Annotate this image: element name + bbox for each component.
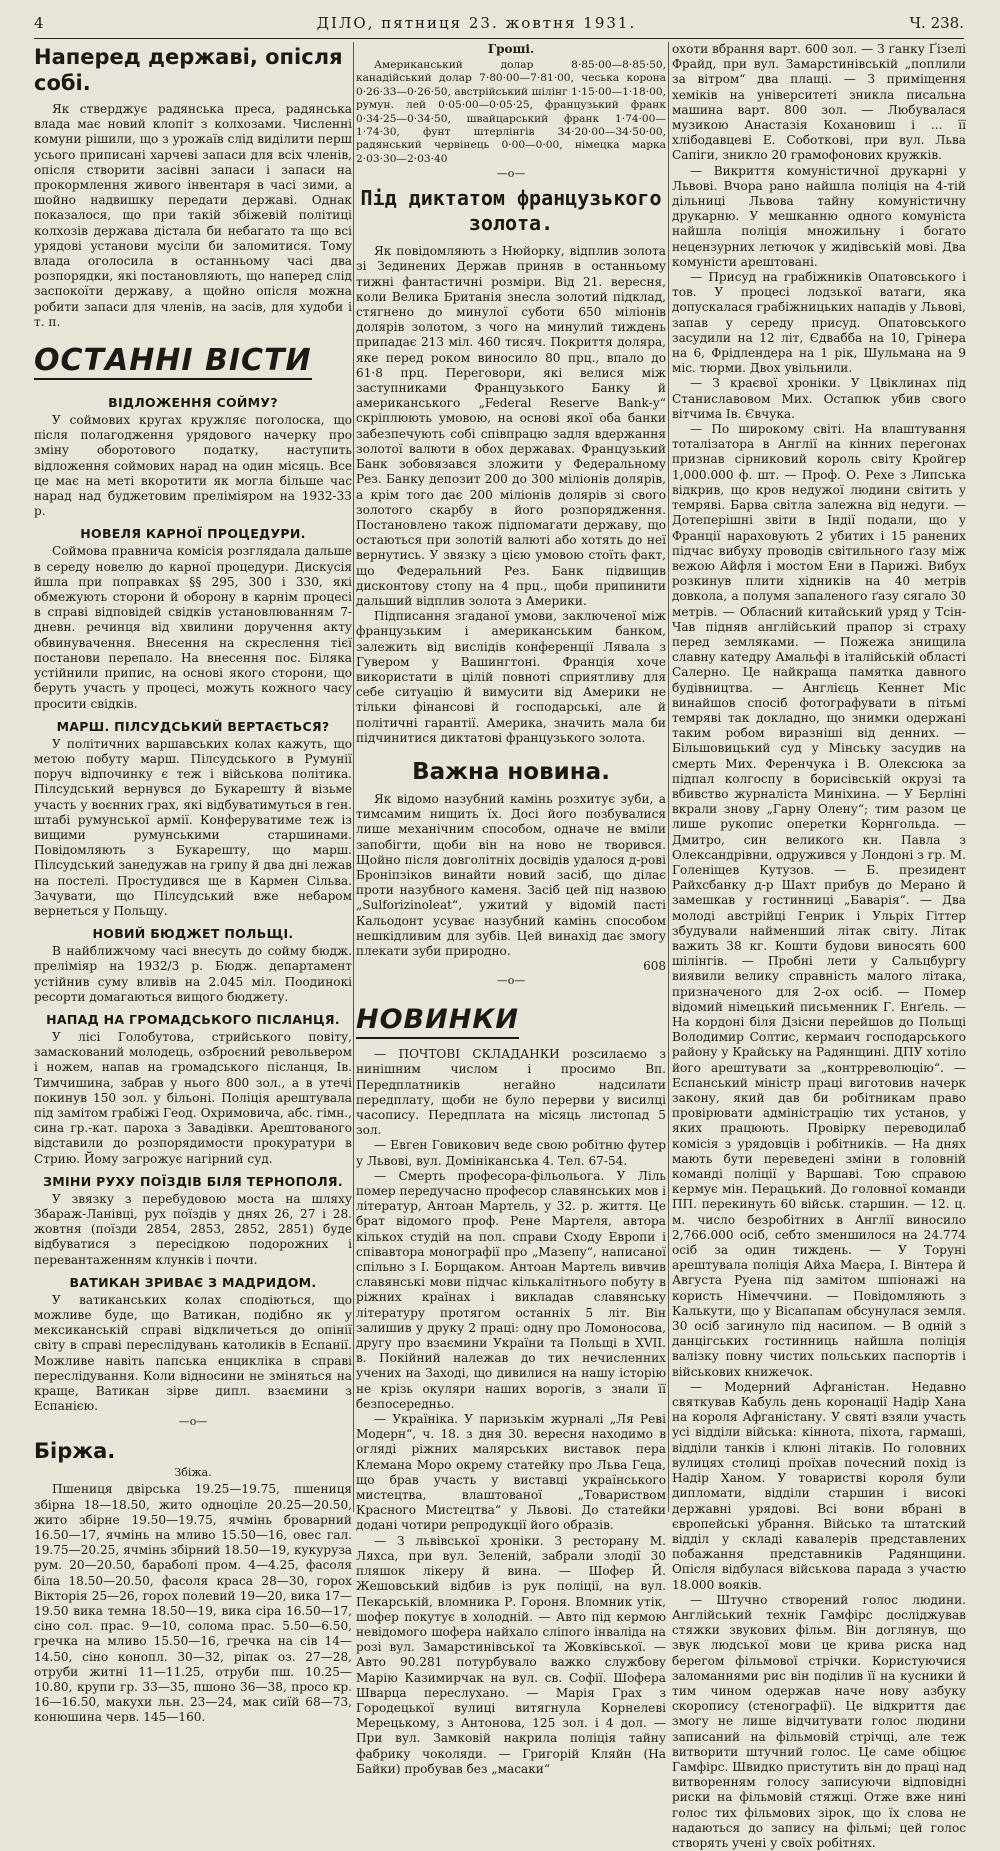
page-header xyxy=(34,14,964,39)
news-banner: НОВИНКИ xyxy=(356,1003,519,1039)
news-paragraph: У лісі Голобутова, стрийського повіту, замаскований молодець, озброєний револьвером і ножем, напав на громадського післанця, Ів. Тимчишина, забрав у нього 800 зол., а в утечі покинув 150 зол. у більоні. Поліція арештувала під замітом грабіжі Геод. Охримовича, абс. гімн., сина гр.-кат. пароха з Завадівки. Арештованого відставили до розпорядимости прокуратури в Стрию. Йому загрожує нагірний суд. xyxy=(34,1029,352,1166)
news-paragraph: Соймова правнича комісія розглядала дальше в середу новелю до карної процедури. Дискусія йшла при поправках §§ 295, 300 і 330, які обмежують сторони й оборону в карнім процесі в справі відповідей свідків установлюванням 7-дневн. речинця від хвилини доручення акту обвинувачення. Внесення на скреслення тієї постанови перепало. На внесення пос. Біляка устійнили припис, на основі якого сторони, що беруть участь у процесі, можуть кожного часу просити свідків. xyxy=(34,544,352,711)
news-paragraph: У звязку з перебудовою моста на шляху Збараж-Ланівці, рух поїздів у днях 26, 27 і 28. жовтня (поїзди 2854, 2853, 2852, 2851) буде відбуватися з пересідкою подорожних і перевантаженням клунків і почти. xyxy=(34,1191,352,1267)
exchange-subheading: Збіжа. xyxy=(174,1466,212,1480)
column-left xyxy=(34,42,352,1725)
news-paragraph: — Присуд на грабіжників Опатовського і тов. У процесі лодзької ватаги, яка допускалася грабіжницьких нападів у Львові, запав у середу присуд. Опатовського засудили на 12 літ, Єдвабба на 10, Грінера на 6, Фрідлендера на 1 рік, Шульмана на 9 міс. тюрми. Двох увільнили. xyxy=(672,270,966,376)
news-paragraph: В найближчому часі внесуть до сойму бюдж. преліміяр на 1932/3 р. Бюдж. департамент устійнив суму вливів на 2.045 міл. Поодинокі ресорти домагаються вищого бюджету. xyxy=(34,944,352,1004)
ad-headline: Важна новина. xyxy=(412,758,610,785)
news-paragraph: У політичних варшавських колах кажуть, що метою побуту марш. Пілсудського в Румунії поруч відпочинку є теж і військова політика. Пілсудський вернувся до Букарешту й візьме участь у воєнних грах, які відбуватимуться в ген. штабі румунської армії. Конферуватиме теж із вищими румунськими старшинами. Повідомляють з Букарешту, що марш. Пілсудський занедужав на грипу й два дні лежав на постелі. Простудився ще в Кармен Сільва. Зачувати, що Пілсудський вже небаром вернеться у Польщу. xyxy=(34,736,352,918)
issue-number: Ч. 238. xyxy=(909,14,964,32)
separator: —o— xyxy=(496,167,526,181)
section-banner: ОСТАННІ ВІСТИ xyxy=(34,343,312,379)
news-paragraph: охоти вбрання варт. 600 зол. — З ґанку Ґізелі Фрайд, при вул. Замарстинівській „поплили за вітром“ два плащі. — З приміщення хеміків на університеті зникла писальна машина варт. 800 зол. — Любувалася музикою Анастазія Кохановиш і ... її хлібодавцеві Е. Соботкові, при вул. Льва Сапіги, зникло 20 грамофонових кружків. xyxy=(672,42,966,163)
news-paragraph: — Викриття комуністичної друкарні у Львові. Вчора рано найшла поліція на 4-тій дільниці Львова тайну комуністичну друкарню. У мешканню одного комуніста найшла поліція множильну і богато нецензурних летючок у жидівській мові. Два комуністи арештовані. xyxy=(672,163,966,269)
separator: —o— xyxy=(496,974,526,988)
masthead-line: ДІЛО, пятниця 23. жовтня 1931. xyxy=(316,14,637,32)
news-heading: НОВЕЛЯ КАРНОЇ ПРОЦЕДУРИ. xyxy=(80,526,306,542)
money-heading: Гроші. xyxy=(487,42,535,56)
column-rule xyxy=(668,42,669,1512)
news-paragraph: У ватиканських колах сподіються, що можливе буде, що Ватикан, подібно як у мексиканській справі відкличеться до опінії світу в справі переслідувань католиків в Еспанії. Можливе навіть папська енцикліка в справі переслідування. Коли відносини не зміняться на краще, Ватикан зірве дипл. взаємини з Еспанією. xyxy=(34,1292,352,1414)
news-heading: ЗМІНИ РУХУ ПОЇЗДІВ БІЛЯ ТЕРНОПОЛЯ. xyxy=(43,1173,343,1189)
separator: —o— xyxy=(178,1415,208,1429)
ad-paragraph: Як відомо назубний камінь розхитує зуби, а тимсамим нищить їх. Досі його позбувалися лише механічним способом, одначе не вміли запобігти, щоби він на ново не творився. Щойно після довголітніх досвідів удалося д-рові Броніпзіков винайти новий засіб, що ділає проти назубного каменя. Засіб цей під назвою „Sulforizinoleat“, ужитий у відомій пасті Кальодонт усуває назубний камінь способом нешкідливим для зубів. Цей винахід дає змогу плекати зуби природно. xyxy=(356,791,666,958)
article-paragraph: Як стверджує радянська преса, радянська влада має новий клопіт з колхозами. Численні комуни рішили, що з урожаїв слід виділити перш усього приписані харчеві запаси для всіх членів, опісля створити засівні запаси і запаси на прокормлення живого інвентаря в часі зими, а шойно надвишку передати державі. Однак показалося, що при такій збіжевій політиці колхозів держава дістала би небагато та що всі урядові установи мусіли би заломитися. Тому влада оголосила в останньому часі два розпорядки, які постановляють, що наперед слід заспокоїти державу, а щойно опісля можна робити запаси для членів, на засів, для худоби і т. п. xyxy=(34,102,352,329)
money-paragraph: Американський долар 8·85·00—8·85·50, канадійський долар 7·80·00—7·81·00, чеська корона 0·26·33—0·26·50, австрійський шілінг 1·15·00—1·18·00, румун. лей 0·05·00—0·05·25, французький франк 0·34·25—0·34·50, швайцарський франк 1·74·00—1·74·30, фунт штерлінгів 34·20·00—34·50·00, радянський червінець 0·00—0·00, німецка марка 2·03·30—2·03·40 xyxy=(356,59,666,165)
news-heading: ВІДЛОЖЕННЯ СОЙМУ? xyxy=(108,395,278,411)
news-paragraph: — Українікa. У паризькім журналі „Ля Реві Модерн“, ч. 18. з дня 30. вересня находимо в огляді ріжних малярських виставок пера Клемана Моро окрему статейку про Льва Геца, що брав участь у виставці українського мистецтва, влаштованої „Товариством Красного Мистецтва“ у Львові. До статейки додані чотири репродукції його образів. xyxy=(356,1412,666,1533)
news-paragraph: — Евген Говикович веде свою робітню футер у Львові, вул. Домініканська 4. Тел. 67-54. xyxy=(356,1138,666,1168)
page-number: 4 xyxy=(34,14,44,32)
news-heading: НАПАД НА ГРОМАДСЬКОГО ПІСЛАНЦЯ. xyxy=(46,1011,340,1027)
exchange-heading: Біржа. xyxy=(34,1439,116,1464)
news-paragraph: — ПОЧТОВІ СКЛАДАНКИ розсилаємо з нинішним числом і просимо Вп. Передплатників негайно надсилати передплату, щоби не було перерви у висилці часопису. Передплата на місяць листопад 5 зол. xyxy=(356,1047,666,1138)
news-paragraph: — Смерть професора-фільольога. У Ліль помер передучасно професор славянських мов і літератур, Антоан Мартель, у 32. р. життя. Це брат відомого проф. Рене Мартеля, автора кількох студій на пол. справи Сходу Европи і співавтора монографії про „Мазепу“, написаної спільно з І. Борщаком. Антоан Мартель вивчив славянські мови підчас кількалітнього побуту в ріжних країнах і викладав славянську літературу протягом останніх 5 літ. Він залишив у друку 2 праці: одну про Ломоносова, другу про взаємини України та Польщі в XVII. в. Покійний належав до тих нечисленних учених на Заході, що дивилися на нашу історію не крізь окуляри наших ворогів, з знали її безпосередньо. xyxy=(356,1168,666,1411)
news-paragraph: — По широкому світі. На влаштування тоталізатора в Англії на кінних перегонах признав сірниковий король світу Кройгер 1,000.000 ф. шт. — Проф. О. Рехе з Липська відкрив, що кров недужої людини світить у темряві. Барва світла залежна від недуги. — Дотеперішні звіти в Індії подали, що у Франції нараховують 2 убитих і 15 ранених підчас вибуху проводів світильного ґазу між вежою Айфля і мостом Ени в Парижі. Вибух розкинув плити хідників на 40 метрів довкола, а полумя запаленого ґазу сягало 30 метрів. — Обласний китайський уряд у Тсін-Чав підняв англійський прапор зі страху перед земляками. — Пожежа знищила славну катедру Амальфі в італійській області Салерно. Це найкраща памятка давного будівництва. — Англієць Кеннет Міс винайшов спосіб фотографувати в пітьмі темряві так докладно, що знимки одержані таким робом виразніші від денних. — Більшовицький суд у Мінську засудив на смерть Мих. Ференчука і В. Олексюка за підпал колгоспу в борисівській окрузі та вбивство журналіста Миніхина. — У Берліні вкрали знову „Гарну Олену“; тим разом це лише рукопис оперетки Корнгольда. — Дмитро, син великого кн. Павла з Олександрівни, одружився у Лондоні з гр. М. Голеніщев Кутузов. — Б. президент Райхсбанку д-р Шахт прибув до Мерано й замешкав у гостинниці „Баварія“. — Два молоді австрійці Генрик і Ульріх Гіттер збудували найменший літак світу. Літак важить 38 кг. Кошти будови виносять 600 шілінгів. — Пробні лети у Сальцбургу виявили велику справність малого літака, призначеного для 2-ох осіб. — Помер відомий німецький письменник Г. Енґель. — На кордоні біля Дзісни перейшов до Польщі Володимир Солтис, кермаич господарського району у Крайську на Радянщині. ДПУ хотіло його арештувати за „контрреволюцію“. — Еспанський міністр праці виготовив начерк закону, який дав би робітникам право провірювати адміністрацію тих установ, у яких працюють. Провірку переводилаб комісія з урядовців і робітників. — На днях мають бути переведені зміни в головній команді поліції у Варшаві. Тою справою кермує мін. Перацький. До головної команди ПП. перекинуть 60 військ. старшин. — 12. ц. м. число безробітних в Англії виносило 2,766.000 осіб, себто зменшилося на 24.774 осіб за один тиждень. — У Торуні арештувала поліція Айха Маєра, І. Вінтера й Августа Руена під замітом шпіонажі на користь Німеччини. — Повідомляють з Калькути, що у Вісапапам обсунулася земля. 30 осіб загинуло під насипом. — В одній з данцігських гостинниць найшла поліція валізку повну чистих польських паспортів і військових книжечок. xyxy=(672,422,966,1379)
ad-number: 608 xyxy=(643,959,666,974)
news-paragraph: У соймових кругах кружляє поголоска, що після полагодження урядового начерку про зміну оборотового податку, наступить відложення соймових нарад на один місяць. Все це має на меті вкоротити як могла більше час нарад над буджетовим преліміяром на 1932-33 р. xyxy=(34,413,352,519)
column-middle xyxy=(356,42,666,1776)
news-paragraph: — З львівської хроніки. З ресторану М. Ляхса, при вул. Зеленій, забрали злодії 30 пляшок лікеру й вина. — Шофер Й. Жешовський відбив із рук поліції, на вул. Пекарській, вломника Р. Гороня. Вломник утік, шофер покутує в холодній. — Авто під кермою невідомого шофера найхало сліпого інваліда на розі вул. Замарстинівської та Жовківської. — Авто 90.281 потурбувало важко службову Марію Казимирчак на вул. св. Софії. Шофера Шварца переслухано. — Марія Грах з Городецької вулиці витягнула Корнелеві Мерецькому, з Антонова, 125 зол. і 4 дол. — При вул. Замковій накрила поліція тайну фабрику чоколяди. — Григорій Кляйн (На Байки) пробував без „масаки“ xyxy=(356,1533,666,1776)
news-heading: ВАТИКАН ЗРИВАЄ З МАДРИДОМ. xyxy=(69,1274,317,1290)
news-paragraph: — З краєвої хроніки. У Цвіклинах під Станиславовом Мих. Остапюк убив свого вітчима Ів. Євчука. xyxy=(672,376,966,421)
news-paragraph: — Штучно створений голос людини. Англійський технік Гамфірс досліджував стяжки звукових фільм. Він доглянув, що звук людської мови це крива риска над берегом фільмової стрічки. Користуючися заломаннями рис він поділив її на кусники й тим чином одержав наче нову азбуку скоропису (стенографії). Це відкриття дає змогу не лише відчитувати голос людини записаний на фільмовій стрічці, але теж витворити штучний голос. Це саме обіцює Гамфірс. Швидко пристутить він до праці над витворенням голосу записуючи відповідні риски на фільмовій стяжці. Отже вже нині голос тих фільмових зірок, що їх слова не надаються до запису на фільмі; цей голос створять учені у своїх робітнях. xyxy=(672,1592,966,1850)
article-paragraph: Як повідомляють з Нюйорку, відплив золота зі Зединених Держав приняв в останньому тижні фантастичні розміри. Від 21. вересня, коли Велика Британія знесла золотий підклад, стягнено до минулої суботи 650 міліонів долярів золотом, з чого на минулий тиждень припадає 213 міл. 460 тисяч. Покриття доляра, яке перед роком виносило 80 прц., впало до 61·8 прц. Переговори, які велися між заступниками Французького Банку й американського „Federal Reserve Bank-у“ скріплюють умовою, на основі якої оба банки забезпечують собі співпрацю задля вдержання золотої валюти в обох державах. Французький Банк зобовязався зложити у Федеральному Рез. Банку депозит 200 до 300 міліонів долярів, а крім того дає 200 міліонів долярів зі свого золотого скарбу в його розпорядження. Постановлено також підпомагати державу, що остаються при золотій валюті або хотять до неї вернутись. У звязку з цією умовою стоїть факт, що Федеральний Рез. Банк підвищив дисконтову стопу на 4 прц., щоби припинити дальший відплив золота з Америки. xyxy=(356,244,666,608)
exchange-paragraph: Пшениця двірська 19.25—19.75, пшениця збірна 18—18.50, жито одноціле 20.25—20.50, жито збірне 19.50—19.75, ячмінь броварний 16.50—17, ячмінь на мливо 15.50—16, овес гал. 19.75—20.25, ячмінь збірний 18.50—19, кукуруза рум. 20—20.50, бараболі пром. 4—4.25, фасоля біла 18.50—20.50, фасоля краса 28—30, горох Вікторія 25—26, горох полевий 19—20, вика 17—19.50 вика темна 18.50—19, вика сіра 16.50—17, сіно сол. прас. 9—10, солома прас. 5.50—6.50, гречка на мливо 15.50—16, гречка на сів 14—14.50, сіно конопл. 30—32, ріпак оз. 27—28, отруби житні 11—11.25, отруби пш. 10.25—10.80, крупи гр. 33—35, пшоно 36—38, просо кр. 16—16.50, макухи льн. 23—24, мак сиїй 68—73, конюшина черв. 145—160. xyxy=(34,1482,352,1725)
headline: Наперед державі, опісля собі. xyxy=(34,45,343,95)
news-heading: МАРШ. ПІЛСУДСЬКИЙ ВЕРТАЄТЬСЯ? xyxy=(56,718,330,734)
news-paragraph: — Модерний Афганістан. Недавно святкував Кабуль день коронації Надір Хана на короля Афганістану. У святі взяли участь усі відділи війська: кіннота, піхота, гармаші, відділи танків і клюні літаків. По головних вулицях столиці проїхав почесний похід із Надір Ханом. У товаристві короля були дипломати, відділи старшин і високі державні урядові. Всі вони вбрані в європейські убрання. Військо та штатский відділ у складі кавалерів представлених побажання представників Радянщини. Опісля відбулася військова парада з участю 18.000 вояків. xyxy=(672,1379,966,1592)
article-headline: Під диктатом французького золота. xyxy=(360,186,662,236)
column-right xyxy=(672,42,966,1850)
news-heading: НОВИЙ БЮДЖЕТ ПОЛЬЩІ. xyxy=(92,926,294,942)
column-rule xyxy=(353,42,354,1512)
article-paragraph: Підписання згаданої умови, заключеної між французьким і американським банком, залежить від вислідів конференції Лявала з Гувером у Вашингтоні. Франція хоче використати в цілій повноті сприятливу для себе ситуацію й вимусити від Америки не тільки фінансові й господарські, але й політичні гарантії. Америка, значить мала би підчинитися диктатові французького золота. xyxy=(356,609,666,745)
